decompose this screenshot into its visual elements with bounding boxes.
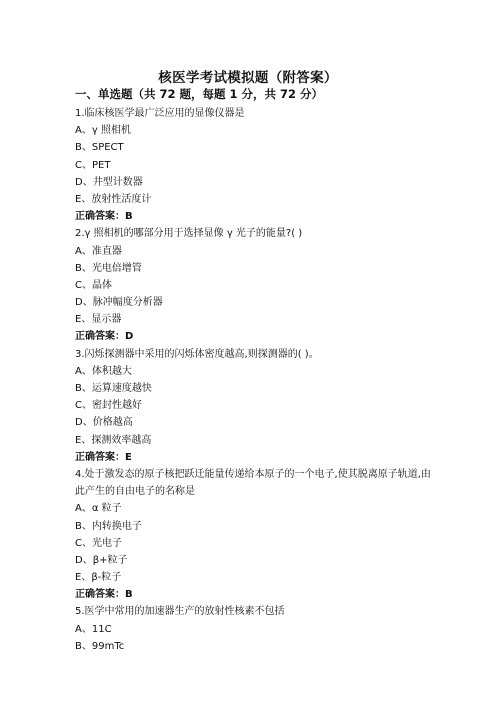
option: B、99mTc [75, 640, 125, 652]
document-title: 核医学考试模拟题（附答案） [158, 70, 338, 86]
question-list [75, 105, 435, 655]
option: D、β+粒子 [75, 554, 128, 566]
option: C、光电子 [75, 537, 122, 549]
option: B、光电倍增管 [75, 262, 142, 274]
option: A、11C [75, 623, 112, 635]
option: E、探测效率越高 [75, 434, 152, 446]
option: E、β-粒子 [75, 572, 122, 584]
option: B、内转换电子 [75, 520, 142, 532]
question-stem: 2.γ 照相机的哪部分用于选择显像 γ 光子的能量?( ) [75, 228, 303, 240]
question-stem: 5.医学中常用的加速器生产的放射性核素不包括 [75, 606, 285, 618]
question-stem: 4.处于激发态的原子核把跃迁能量传递给本原子的一个电子,使其脱离原子轨道,由此产生的自由电子的名称是 [75, 468, 431, 498]
option: E、放射性活度计 [75, 193, 152, 205]
option: D、价格越高 [75, 417, 133, 429]
section-heading: 一、单选题（共 72 题，每题 1 分，共 72 分） [75, 87, 324, 101]
correct-answer: 正确答案：D [75, 331, 134, 343]
option: D、井型计数器 [75, 176, 143, 188]
option: A、体积越大 [75, 365, 132, 377]
question-stem: 3.闪烁探测器中采用的闪烁体密度越高,则探测器的( )。 [75, 348, 319, 360]
correct-answer: 正确答案：B [75, 589, 133, 601]
option: E、显示器 [75, 314, 122, 326]
option: B、运算速度越快 [75, 383, 152, 394]
option: D、脉冲幅度分析器 [75, 297, 163, 309]
option: C、晶体 [75, 279, 112, 291]
question-stem: 1.临床核医学最广泛应用的显像仪器是 [75, 108, 245, 119]
option: C、PET [75, 159, 111, 171]
option: B、SPECT [75, 142, 124, 154]
correct-answer: 正确答案：B [75, 211, 133, 223]
option: A、α 粒子 [75, 503, 122, 515]
option: A、准直器 [75, 245, 122, 257]
correct-answer: 正确答案：E [75, 451, 132, 463]
option: A、γ 照相机 [75, 125, 131, 137]
option: C、密封性越好 [75, 400, 142, 412]
